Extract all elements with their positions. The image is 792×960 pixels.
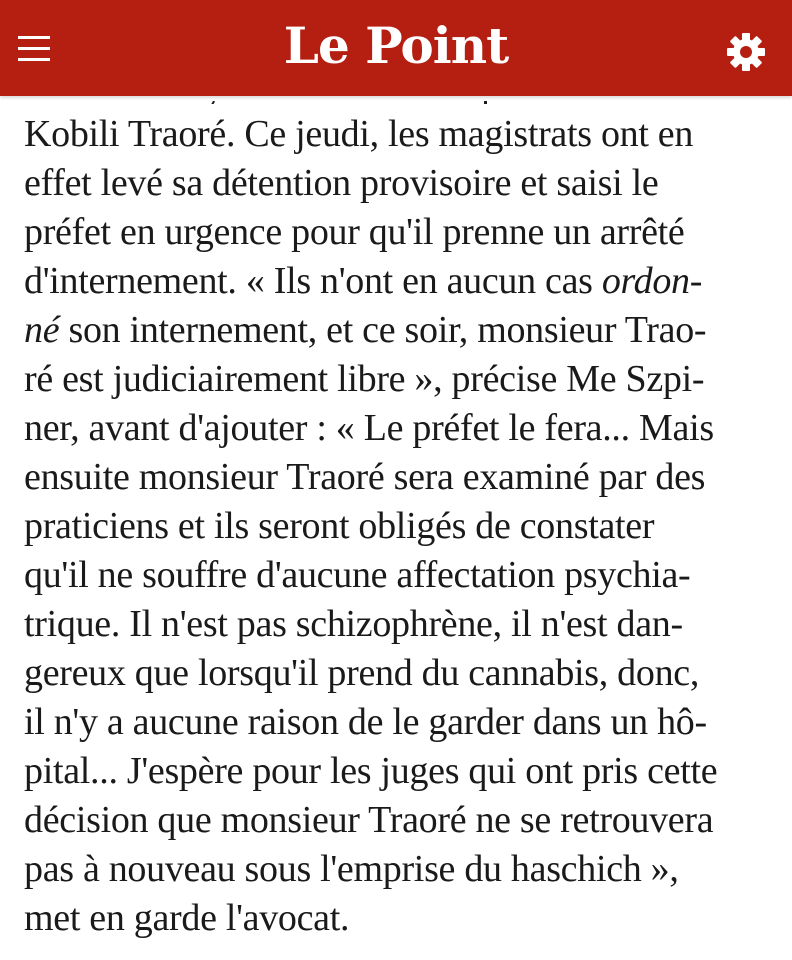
article-line: décision que monsieur Traoré ne se retrouvera <box>24 799 714 841</box>
article-line: gereux que lorsqu'il prend du cannabis, donc, <box>24 652 700 694</box>
article-line: ré est judiciairement libre », précise Me Szpi- <box>24 358 705 400</box>
app-header <box>0 0 792 96</box>
article-line: Kobili Traoré. Ce jeudi, les magistrats ont en <box>24 113 694 155</box>
article-line: ner, avant d'ajouter : « Le préfet le fera... Mais <box>24 407 714 449</box>
article-line: pital... J'espère pour les juges qui ont pris cette <box>24 750 718 792</box>
article-line: pas à nouveau sous l'emprise du haschich », <box>24 848 679 890</box>
site-logo[interactable]: Le Point <box>283 16 509 75</box>
clipped-previous-line <box>0 96 792 104</box>
article-line <box>24 306 784 355</box>
article-body <box>24 96 784 943</box>
line-text: son internement, et ce soir, monsieur Trao- <box>59 309 707 351</box>
italic-word: ordon- <box>601 260 703 302</box>
line-text: d'internement. « Ils n'ont en aucun cas <box>24 260 602 302</box>
article-line: préfet en urgence pour qu'il prenne un arrêté <box>24 211 685 253</box>
article-line: trique. Il n'est pas schizophrène, il n'est dan- <box>24 603 683 645</box>
hamburger-menu-icon[interactable] <box>18 30 50 66</box>
gear-icon[interactable] <box>724 30 768 74</box>
article-line: qu'il ne souffre d'aucune affectation psychia- <box>24 554 691 596</box>
article-line: praticiens et ils seront obligés de constater <box>24 505 655 547</box>
article-line: ensuite monsieur Traoré sera examiné par des <box>24 456 706 498</box>
article-line: met en garde l'avocat. <box>24 897 350 939</box>
italic-word: né <box>24 309 60 351</box>
article-line <box>24 257 784 306</box>
article-line: effet levé sa détention provisoire et saisi le <box>24 162 659 204</box>
article-line: il n'y a aucune raison de le garder dans un hô- <box>24 701 707 743</box>
